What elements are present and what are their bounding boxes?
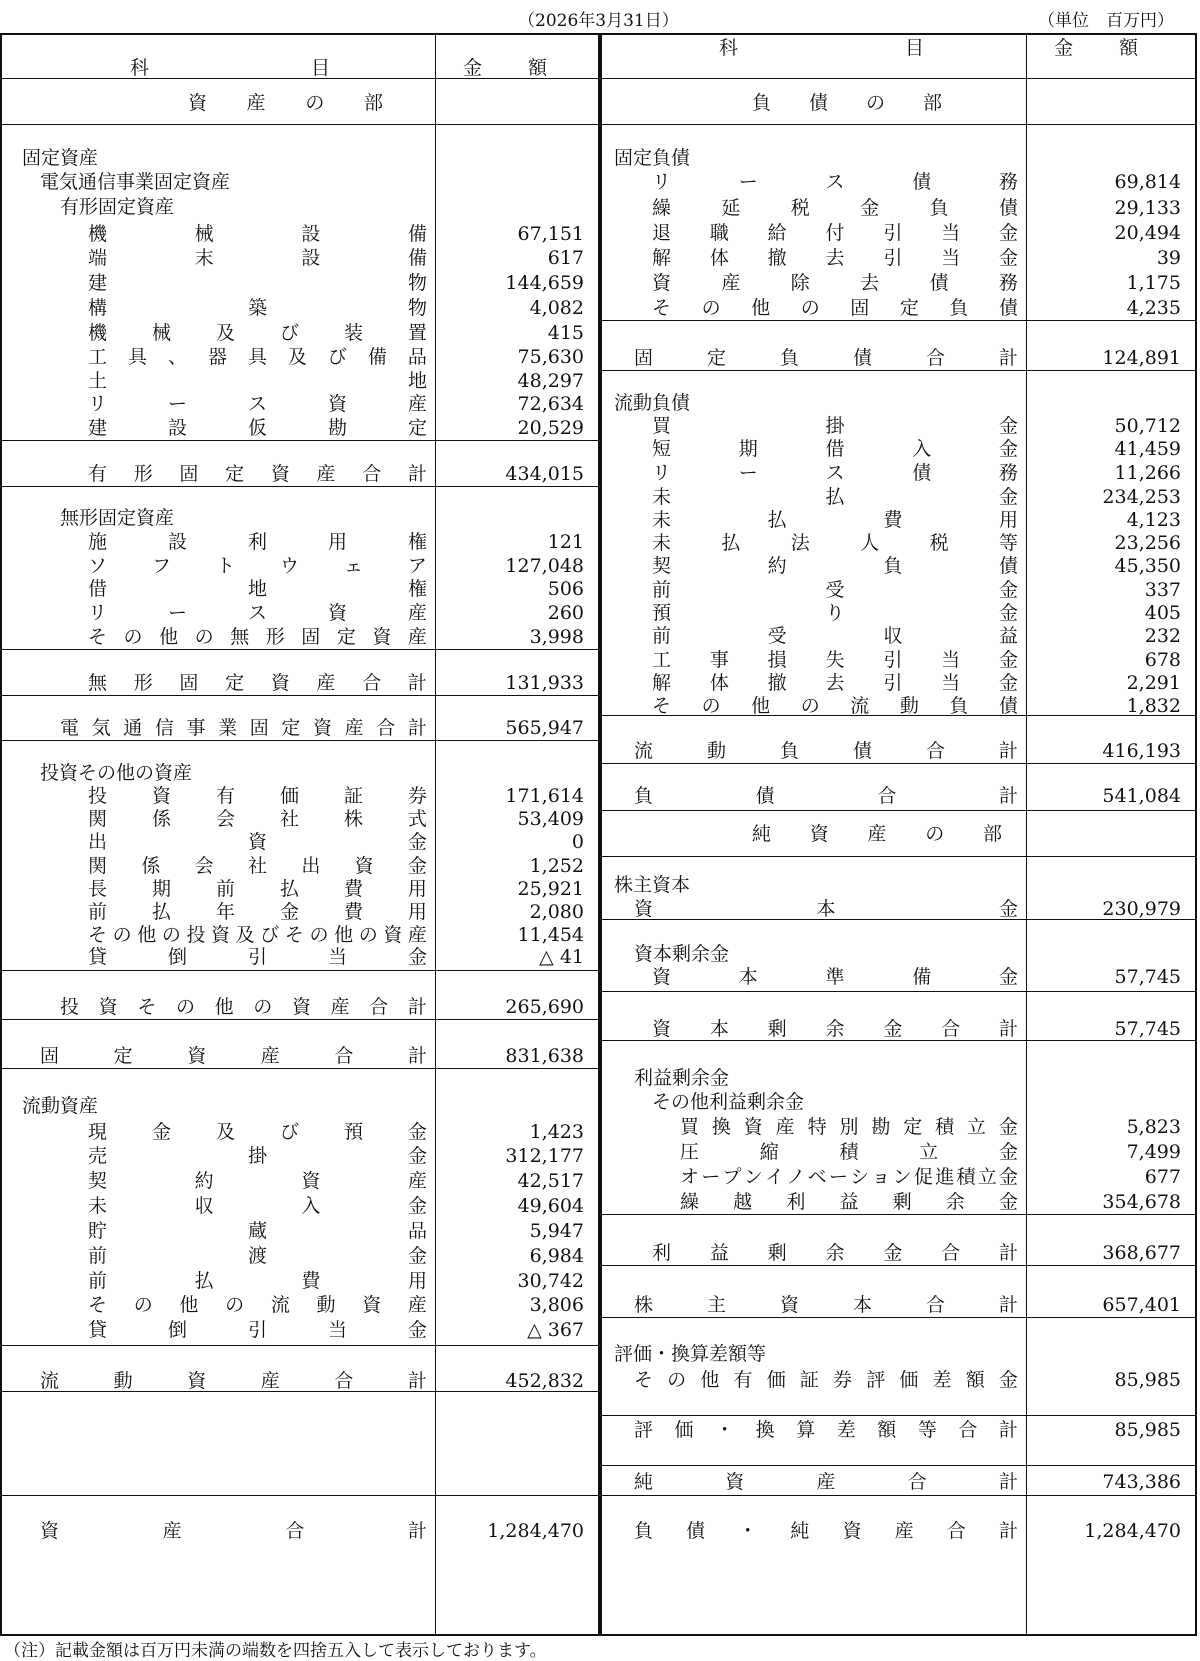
amount-value: 48,297	[517, 370, 584, 392]
account-label: 有 形 固 定 資 産 合 計	[88, 463, 427, 485]
account-label: 構 築 物	[88, 297, 427, 319]
amount-value: 57,745	[1114, 966, 1181, 988]
amount-value: 72,634	[517, 393, 584, 415]
amount-value: 831,638	[505, 1045, 584, 1067]
table-row	[2, 1518, 598, 1544]
table-row	[602, 1114, 1195, 1140]
amount-value: 452,832	[505, 1370, 584, 1392]
account-label: 流 動 負 債 合 計	[634, 740, 1018, 762]
account-label: 前 渡 金	[88, 1245, 427, 1267]
account-label: その他利益剰余金	[652, 1091, 805, 1113]
account-label: 出 資 金	[88, 831, 427, 853]
account-label: 繰 延 税 金 負 債	[652, 197, 1018, 219]
account-label: 関 係 会 社 株 式	[88, 808, 427, 830]
amount-value: 75,630	[517, 346, 584, 368]
table-row	[2, 829, 598, 855]
account-label: 端 末 設 備	[88, 247, 427, 269]
account-label: 負 債 ・ 純 資 産 合 計	[634, 1520, 1018, 1542]
row-divider	[2, 124, 598, 125]
table-row	[602, 738, 1195, 764]
amount-value: 4,082	[529, 297, 584, 319]
account-label: 流動資産	[22, 1095, 99, 1117]
amount-value: 41,459	[1114, 438, 1181, 460]
account-label: 預 り 金	[652, 602, 1018, 624]
amount-value: 678	[1144, 649, 1181, 671]
amount-value: △ 367	[527, 1319, 584, 1341]
account-label: 評価・換算差額等	[614, 1343, 767, 1365]
amount-value: 1,423	[529, 1121, 584, 1143]
account-label: 電気通信事業固定資産	[40, 171, 231, 193]
amount-value: 2,291	[1126, 672, 1181, 694]
account-label: 買 換 資 産 特 別 勘 定 積 立 金	[680, 1116, 1018, 1138]
amount-value: 1,252	[529, 855, 584, 877]
account-label: リ ー ス 資 産	[88, 602, 427, 624]
table-row	[2, 715, 598, 741]
account-label: 前 払 年 金 費 用	[88, 901, 427, 923]
amount-value: 677	[1144, 1166, 1181, 1188]
table-row	[602, 1139, 1195, 1165]
account-label: 固定資産	[22, 147, 99, 169]
account-label: 利益剰余金	[634, 1067, 730, 1089]
account-label: 流動負債	[614, 392, 691, 414]
table-row	[602, 553, 1195, 579]
account-label: オ ー プ ン イ ノ ベ ー シ ョ ン 促 進 積 立 金	[680, 1166, 1018, 1188]
account-label: 固 定 負 債 合 計	[634, 347, 1018, 369]
amount-value: 337	[1144, 579, 1181, 601]
table-row	[602, 872, 1195, 898]
amount-value: 25,921	[517, 878, 584, 900]
account-label: 建 物	[88, 272, 427, 294]
amount-value: 234,253	[1102, 486, 1181, 508]
table-row	[2, 1043, 598, 1069]
table-row	[602, 195, 1195, 221]
account-label: 繰 越 利 益 剰 余 金	[680, 1191, 1018, 1213]
amount-value: 260	[547, 602, 584, 624]
amount-value: 265,690	[505, 996, 584, 1018]
account-label: 株 主 資 本 合 計	[634, 1294, 1018, 1316]
row-divider	[602, 991, 1195, 992]
account-label: そ の 他 の 投 資 及 び そ の 他 の 資 産	[88, 924, 427, 946]
amount-value: 5,823	[1126, 1116, 1181, 1138]
amount-value: 617	[547, 247, 584, 269]
account-label: 未 収 入 金	[88, 1195, 427, 1217]
table-row	[602, 1341, 1195, 1367]
amount-value: 20,494	[1114, 222, 1181, 244]
table-row	[2, 600, 598, 626]
header-date: （2026年3月31日）	[518, 11, 679, 31]
footnote: （注）記載金額は百万円未満の端数を四捨五入して表示しております。	[4, 1641, 547, 1661]
left-account-header: 科 目	[130, 57, 330, 79]
table-row	[2, 391, 598, 417]
account-label: 前 受 収 益	[652, 625, 1018, 647]
amount-value: 49,604	[517, 1195, 584, 1217]
assets-section-title: 資 産 の 部	[188, 92, 383, 114]
account-label: 解 体 撤 去 引 当 金	[652, 247, 1018, 269]
account-label: そ の 他 の 固 定 負 債	[652, 297, 1018, 319]
amount-value: 1,284,470	[487, 1520, 584, 1542]
amount-value: 312,177	[505, 1145, 584, 1167]
table-row	[2, 415, 598, 441]
amount-value: 232	[1144, 625, 1181, 647]
table-row	[2, 1218, 598, 1244]
balance-sheet	[0, 33, 1197, 1636]
amount-value: 23,256	[1114, 532, 1181, 554]
account-label: 解 体 撤 去 引 当 金	[652, 672, 1018, 694]
amount-value: 434,015	[505, 463, 584, 485]
account-label: 工 具 、 器 具 及 び 備 品	[88, 346, 427, 368]
amount-value: 1,832	[1126, 695, 1181, 717]
amount-value: 42,517	[517, 1170, 584, 1192]
account-label: 買 掛 金	[652, 415, 1018, 437]
account-label: 施 設 利 用 権	[88, 531, 427, 553]
table-row	[602, 436, 1195, 462]
table-row	[602, 1189, 1195, 1215]
account-label: 投資その他の資産	[40, 762, 193, 784]
account-label: 投 資 有 価 証 券	[88, 785, 427, 807]
amount-value: 415	[547, 322, 584, 344]
row-divider	[602, 1465, 1195, 1466]
table-row	[602, 1367, 1195, 1393]
liabilities-section-title: 負 債 の 部	[752, 92, 942, 114]
table-row	[602, 220, 1195, 246]
table-row	[2, 1093, 598, 1119]
table-row	[2, 169, 598, 195]
table-row	[2, 1119, 598, 1145]
row-divider	[2, 1345, 598, 1346]
table-row	[2, 320, 598, 346]
table-row	[602, 295, 1195, 321]
account-label: 評 価 ・ 換 算 差 額 等 合 計	[634, 1419, 1018, 1441]
table-row	[602, 1240, 1195, 1266]
account-label: 資 産 合 計	[40, 1520, 427, 1542]
account-label: 株主資本	[614, 874, 691, 896]
table-row	[2, 145, 598, 171]
amount-value: 45,350	[1114, 555, 1181, 577]
table-row	[602, 169, 1195, 195]
table-row	[602, 270, 1195, 296]
liabilities-column	[600, 33, 1197, 1636]
account-label: 工 事 損 失 引 当 金	[652, 649, 1018, 671]
table-row	[2, 1317, 598, 1343]
row-divider	[602, 810, 1195, 811]
amount-value: 743,386	[1102, 1471, 1181, 1493]
account-label: 有形固定資産	[60, 196, 175, 218]
row-divider	[602, 1415, 1195, 1416]
account-label: 電 気 通 信 事 業 固 定 資 産 合 計	[60, 717, 427, 739]
amount-value: 131,933	[505, 672, 584, 694]
amount-value: 121	[547, 531, 584, 553]
amount-value: 127,048	[505, 555, 584, 577]
table-row	[602, 460, 1195, 486]
table-row	[602, 1417, 1195, 1443]
account-label: 投 資 そ の 他 の 資 産 合 計	[60, 996, 427, 1018]
table-row	[602, 623, 1195, 649]
table-row	[2, 1143, 598, 1169]
table-row	[602, 693, 1195, 719]
row-divider	[602, 1495, 1195, 1496]
account-label: リ ー ス 債 務	[652, 171, 1018, 193]
right-amount-header: 金 額	[1054, 37, 1138, 59]
left-amount-header: 金 額	[463, 57, 547, 79]
amount-value: 5,947	[529, 1220, 584, 1242]
account-label: 資 本 剰 余 金 合 計	[652, 1018, 1018, 1040]
account-label: 機 械 及 び 装 置	[88, 322, 427, 344]
account-label: 純 資 産 合 計	[634, 1471, 1018, 1493]
account-label: 前 受 金	[652, 579, 1018, 601]
table-row	[2, 1168, 598, 1194]
amount-value: 39	[1156, 247, 1181, 269]
amount-value: 11,454	[517, 924, 584, 946]
table-row	[602, 1518, 1195, 1544]
row-divider	[602, 78, 1195, 79]
table-row	[2, 944, 598, 970]
amount-value: 7,499	[1126, 1141, 1181, 1163]
table-row	[602, 1469, 1195, 1495]
amount-value: 565,947	[505, 717, 584, 739]
amount-value: 69,814	[1114, 171, 1181, 193]
table-row	[2, 1193, 598, 1219]
table-row	[2, 461, 598, 487]
row-divider	[2, 1495, 598, 1496]
table-row	[602, 1065, 1195, 1091]
amount-value: 541,084	[1102, 785, 1181, 807]
amount-value: 506	[547, 578, 584, 600]
table-row	[2, 295, 598, 321]
amount-value: 20,529	[517, 417, 584, 439]
account-label: 負 債 合 計	[634, 785, 1018, 807]
account-label: 契 約 資 産	[88, 1170, 427, 1192]
account-label: ソ フ ト ウ ェ ア	[88, 555, 427, 577]
table-row	[2, 245, 598, 271]
account-label: 資 本 金	[634, 898, 1018, 920]
table-row	[602, 964, 1195, 990]
amount-value: 1,284,470	[1084, 1520, 1181, 1542]
account-label: 未 払 金	[652, 486, 1018, 508]
amount-value: 405	[1144, 602, 1181, 624]
table-row	[2, 505, 598, 531]
table-row	[2, 670, 598, 696]
table-row	[602, 1164, 1195, 1190]
account-label: 売 掛 金	[88, 1145, 427, 1167]
table-row	[602, 783, 1195, 809]
net-assets-section-title: 純 資 産 の 部	[752, 823, 1002, 845]
table-row	[602, 896, 1195, 922]
table-row	[602, 145, 1195, 171]
account-label: 前 払 費 用	[88, 1270, 427, 1292]
amount-value: 4,123	[1126, 509, 1181, 531]
assets-column	[0, 33, 600, 1636]
amount-value: 53,409	[517, 808, 584, 830]
account-label: 関 係 会 社 出 資 金	[88, 855, 427, 877]
amount-value: 85,985	[1114, 1369, 1181, 1391]
account-label: 機 械 設 備	[88, 223, 427, 245]
account-label: 退 職 給 付 引 当 金	[652, 222, 1018, 244]
amount-value: 85,985	[1114, 1419, 1181, 1441]
table-row	[2, 624, 598, 650]
account-label: そ の 他 の 無 形 固 定 資 産	[88, 626, 427, 648]
table-row	[2, 529, 598, 555]
amount-value: 230,979	[1102, 898, 1181, 920]
amount-value: △ 41	[539, 946, 584, 968]
table-row	[2, 1292, 598, 1318]
account-label: 建 設 仮 勘 定	[88, 417, 427, 439]
account-label: リ ー ス 資 産	[88, 393, 427, 415]
amount-value: 354,678	[1102, 1191, 1181, 1213]
amount-value: 416,193	[1102, 740, 1181, 762]
account-label: 現 金 及 び 預 金	[88, 1121, 427, 1143]
table-row	[2, 194, 598, 220]
amount-value: 67,151	[517, 223, 584, 245]
amount-value: 124,891	[1102, 347, 1181, 369]
table-row	[2, 576, 598, 602]
account-label: 未 払 法 人 税 等	[652, 532, 1018, 554]
amount-value: 29,133	[1114, 197, 1181, 219]
account-label: 土 地	[88, 370, 427, 392]
account-label: リ ー ス 債 務	[652, 462, 1018, 484]
account-label: 長 期 前 払 費 用	[88, 878, 427, 900]
account-label: 短 期 借 入 金	[652, 438, 1018, 460]
account-label: 資 本 準 備 金	[652, 966, 1018, 988]
account-label: そ の 他 有 価 証 券 評 価 差 額 金	[634, 1369, 1018, 1391]
account-label: そ の 他 の 流 動 資 産	[88, 1294, 427, 1316]
account-label: 固定負債	[614, 147, 691, 169]
header-unit: （単位 百万円）	[1038, 11, 1174, 31]
table-row	[602, 245, 1195, 271]
account-label: 無 形 固 定 資 産 合 計	[88, 672, 427, 694]
account-label: 圧 縮 積 立 金	[680, 1141, 1018, 1163]
table-row	[2, 994, 598, 1020]
amount-value: 3,806	[529, 1294, 584, 1316]
amount-value: 1,175	[1126, 272, 1181, 294]
amount-value: 50,712	[1114, 415, 1181, 437]
table-row	[602, 1292, 1195, 1318]
amount-value: 2,080	[529, 901, 584, 923]
account-label: 貸 倒 引 当 金	[88, 946, 427, 968]
row-divider	[2, 970, 598, 971]
table-row	[2, 1243, 598, 1269]
amount-value: 57,745	[1114, 1018, 1181, 1040]
account-label: 貸 倒 引 当 金	[88, 1319, 427, 1341]
amount-value: 657,401	[1102, 1294, 1181, 1316]
account-label: 利 益 剰 余 金 合 計	[652, 1242, 1018, 1264]
row-divider	[602, 856, 1195, 857]
account-label: 資 産 除 去 債 務	[652, 272, 1018, 294]
account-label: そ の 他 の 流 動 負 債	[652, 695, 1018, 717]
amount-value: 0	[571, 831, 584, 853]
account-label: 契 約 負 債	[652, 555, 1018, 577]
account-label: 貯 蔵 品	[88, 1220, 427, 1242]
table-row	[2, 1368, 598, 1394]
amount-value: 144,659	[505, 272, 584, 294]
table-row	[2, 221, 598, 247]
row-divider	[602, 124, 1195, 125]
amount-value: 30,742	[517, 1270, 584, 1292]
amount-value: 171,614	[505, 785, 584, 807]
table-row	[2, 270, 598, 296]
right-account-header: 科 目	[719, 37, 924, 59]
account-label: 未 払 費 用	[652, 509, 1018, 531]
amount-value: 3,998	[529, 626, 584, 648]
account-label: 借 地 権	[88, 578, 427, 600]
account-label: 無形固定資産	[60, 507, 175, 529]
account-label: 流 動 資 産 合 計	[40, 1370, 427, 1392]
table-row	[2, 1268, 598, 1294]
amount-value: 4,235	[1126, 297, 1181, 319]
amount-value: 368,677	[1102, 1242, 1181, 1264]
account-label: 資本剰余金	[634, 943, 730, 965]
table-row	[602, 345, 1195, 371]
amount-value: 11,266	[1114, 462, 1181, 484]
amount-value: 6,984	[529, 1245, 584, 1267]
table-row	[2, 344, 598, 370]
table-row	[602, 1089, 1195, 1115]
account-label: 固 定 資 産 合 計	[40, 1045, 427, 1067]
table-row	[602, 1016, 1195, 1042]
